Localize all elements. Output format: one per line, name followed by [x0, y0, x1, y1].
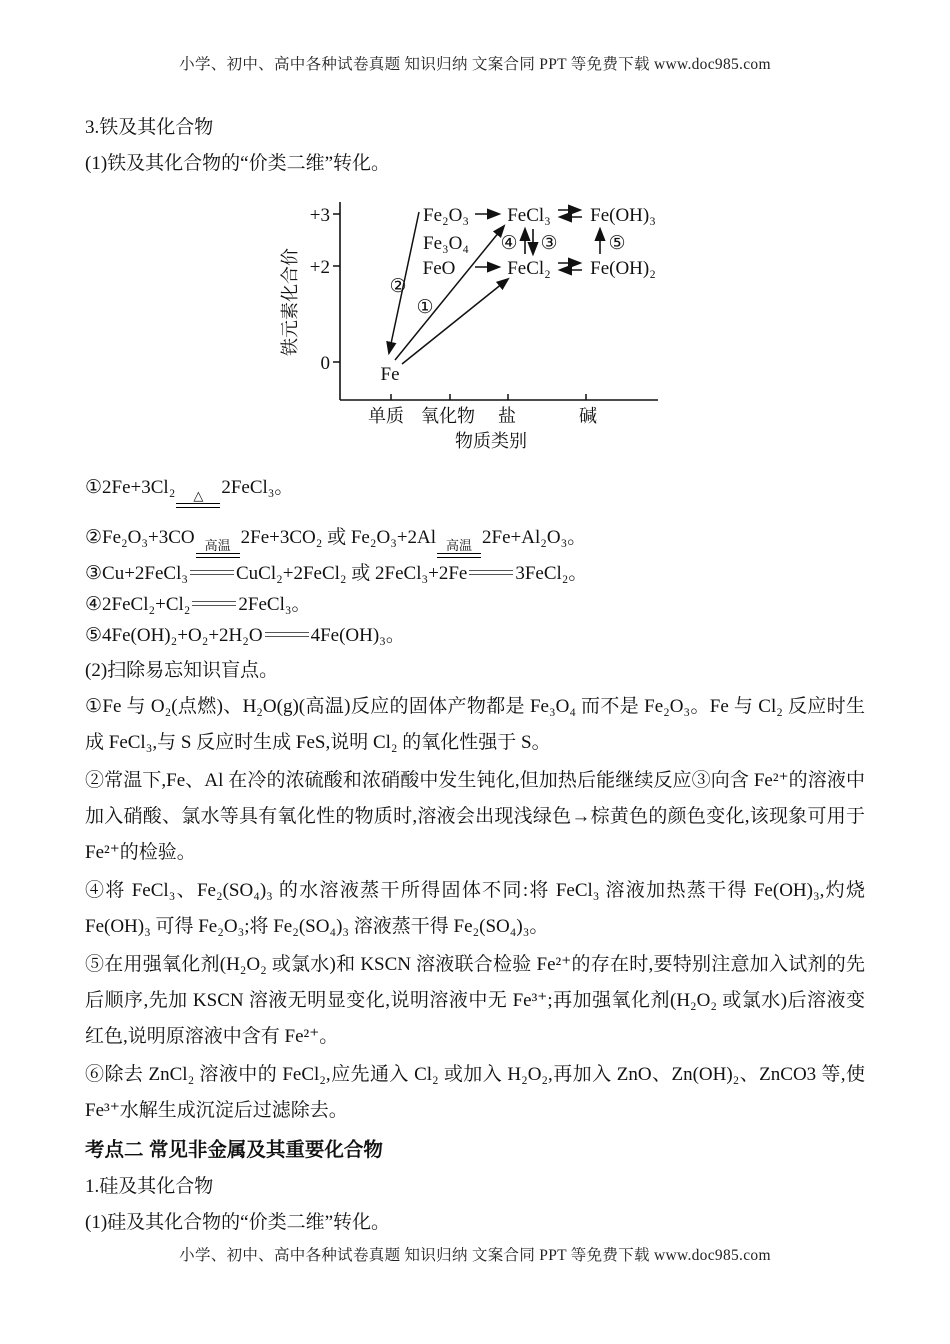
double-bond-line — [192, 601, 236, 606]
arrow-fe-to-fecl2 — [402, 279, 508, 364]
equation-text: ③Cu+2FeCl₃ — [85, 563, 188, 584]
x-tick-label-yan: 盐 — [498, 406, 516, 426]
node-feo: FeO — [422, 258, 456, 279]
equation-2 — [85, 522, 865, 558]
valence-category-diagram — [278, 190, 708, 458]
knowledge-item-1: ①Fe 与 O₂(点燃)、H₂O(g)(高温)反应的固体产物都是 Fe₃O₄ 而不是 Fe₂O₃。Fe 与 Cl₂ 反应时生成 FeCl₃,与 S 反应时生成 FeS,说明 Cl₂ 的氧化性强于 S。 — [85, 696, 865, 753]
reaction-condition-gaowen — [437, 538, 481, 558]
equation-text: 4Fe(OH)₃。 — [310, 625, 405, 646]
knowledge-item-4: ④将 FeCl₃、Fe₂(SO₄)₃ 的水溶液蒸干所得固体不同:将 FeCl₃ 溶液加热蒸干得 Fe(OH)₃,灼烧 Fe(OH)₃ 可得 Fe₂O₃;将 Fe₂(SO₄)₃ 溶液蒸干得 Fe₂(SO₄)₃。 — [85, 880, 865, 937]
equation-text: 2Fe+3CO₂ 或 Fe₂O₃+2Al — [240, 527, 437, 548]
paragraph-2-intro: (2)扫除易忘知识盲点。 — [85, 660, 279, 681]
knowledge-item-6: ⑥除去 ZnCl₂ 溶液中的 FeCl₂,应先通入 Cl₂ 或加入 H₂O₂,再加入 ZnO、Zn(OH)₂、ZnCO3 等,使 Fe³⁺水解生成沉淀后过滤除去。 — [85, 1064, 865, 1121]
double-bond-line — [265, 632, 309, 637]
equation-text: ①2Fe+3Cl₂ — [85, 477, 176, 498]
section2-sub1: 1.硅及其化合物 — [85, 1176, 214, 1197]
equation-text: ②Fe₂O₃+3CO — [85, 527, 195, 548]
equation-text: 2FeCl₃。 — [221, 477, 294, 498]
page-header — [0, 0, 950, 74]
equation-text: CuCl₂+2FeCl₂ 或 2FeCl₃+2Fe — [236, 563, 468, 584]
node-fecl3: FeCl₃ — [507, 205, 551, 226]
condition-label: △ — [193, 488, 204, 503]
node-fecl2: FeCl₂ — [507, 258, 551, 279]
condition-label: 高温 — [446, 538, 473, 553]
equation-1 — [85, 472, 865, 508]
equation-list — [85, 472, 865, 651]
x-tick-label-danzhi: 单质 — [368, 406, 404, 426]
equation-text: 2FeCl₃。 — [238, 594, 311, 615]
condition-label: 高温 — [204, 538, 231, 553]
double-bond-line — [190, 570, 234, 575]
section-title: 3.铁及其化合物 — [85, 117, 214, 138]
step-label-3: ③ — [540, 233, 558, 254]
knowledge-item-2: ②常温下,Fe、Al 在冷的浓硫酸和浓硝酸中发生钝化,但加热后能继续反应③向含 Fe²⁺的溶液中加入硝酸、氯水等具有氧化性的物质时,溶液会出现浅绿色→棕黄色的颜色变化,该现象可用于 Fe²⁺的检验。 — [85, 770, 865, 863]
equation-5 — [85, 620, 865, 651]
reaction-condition-gaowen — [196, 538, 240, 558]
knowledge-item-5: ⑤在用强氧化剂(H₂O₂ 或氯水)和 KSCN 溶液联合检验 Fe²⁺的存在时,要特别注意加入试剂的先后顺序,先加 KSCN 溶液无明显变化,说明溶液中无 Fe³⁺;再加强氧化剂(H₂O₂ 或氯水)后溶液变红色,说明原溶液中含有 Fe²⁺。 — [85, 954, 865, 1047]
reaction-condition-delta — [176, 488, 220, 508]
node-feoh3: Fe(OH)₃ — [590, 205, 656, 226]
equation-text: 3FeCl₂。 — [515, 563, 588, 584]
node-fe3o4: Fe₃O₄ — [423, 233, 469, 254]
header-text: 小学、初中、高中各种试卷真题 知识归纳 文案合同 PPT 等免费下载 www.doc985.com — [179, 56, 771, 73]
node-fe2o3: Fe₂O₃ — [423, 205, 469, 226]
step-label-4: ④ — [500, 233, 518, 254]
node-feoh2: Fe(OH)₂ — [590, 258, 656, 279]
x-axis-label: 物质类别 — [455, 431, 527, 451]
y-tick-label-2: +2 — [309, 257, 330, 278]
node-fe: Fe — [380, 364, 400, 385]
equation-text: ⑤4Fe(OH)₂+O₂+2H₂O — [85, 625, 263, 646]
page-footer — [0, 1243, 950, 1265]
step-label-2: ② — [389, 276, 407, 297]
equation-text: 2Fe+Al₂O₃。 — [482, 527, 587, 548]
equation-4 — [85, 589, 865, 620]
section-subtitle: (1)铁及其化合物的“价类二维”转化。 — [85, 153, 391, 174]
y-tick-label-3: +3 — [309, 205, 330, 226]
page-content — [0, 110, 950, 1241]
x-tick-label-jian: 碱 — [579, 406, 597, 426]
diagram-svg — [278, 190, 708, 452]
equation-text: ④2FeCl₂+Cl₂ — [85, 594, 191, 615]
step-label-5: ⑤ — [608, 233, 626, 254]
equation-3 — [85, 558, 865, 589]
y-axis-label: 铁元素化合价 — [280, 248, 300, 356]
step-label-1: ① — [416, 297, 434, 318]
section2-sub2: (1)硅及其化合物的“价类二维”转化。 — [85, 1212, 391, 1233]
y-tick-label-0: 0 — [320, 353, 330, 374]
x-tick-label-yanghuawu: 氧化物 — [421, 406, 475, 426]
double-bond-line — [469, 570, 513, 575]
footer-text: 小学、初中、高中各种试卷真题 知识归纳 文案合同 PPT 等免费下载 www.doc985.com — [179, 1247, 771, 1264]
section2-heading: 考点二 常见非金属及其重要化合物 — [85, 1139, 383, 1161]
double-bond-line — [176, 503, 220, 508]
